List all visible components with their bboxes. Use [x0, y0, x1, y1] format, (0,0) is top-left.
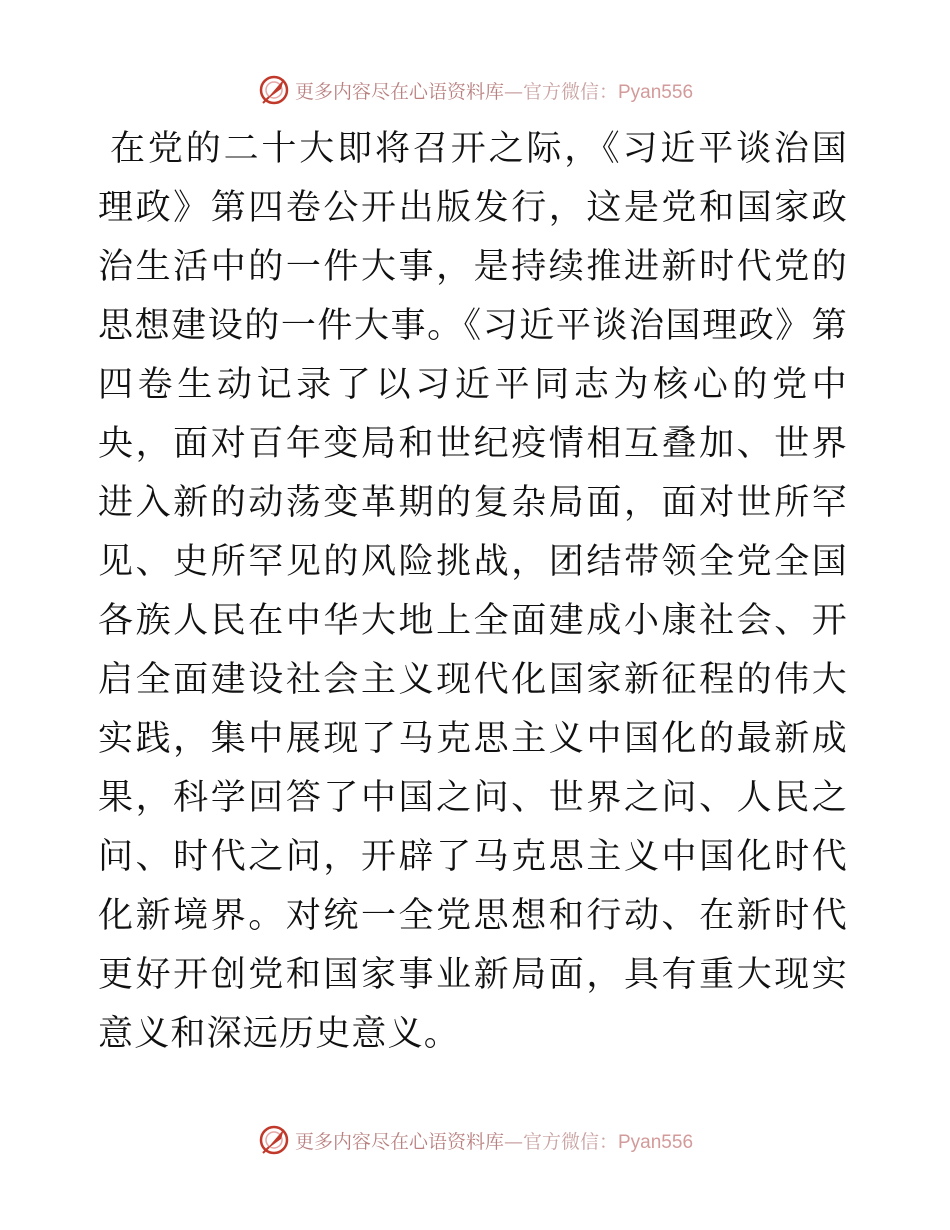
quill-circle-logo-icon: [257, 1123, 291, 1157]
document-body: [98, 120, 848, 1064]
watermark-dash: —: [503, 1130, 523, 1153]
footer-watermark-banner: [0, 1120, 950, 1160]
watermark-text: [295, 1127, 693, 1154]
document-paragraph: 在党的二十大即将召开之际，《习近平谈治国理政》第四卷公开出版发行，这是党和国家政治生活中的一件大事，是持续推进新时代党的思想建设的一件大事。《习近平谈治国理政》第四卷生动记录了以习近平同志为核心的党中央，面对百年变局和世纪疫情相互叠加、世界进入新的动荡变革期的复杂局面，面对世所罕见、史所罕见的风险挑战，团结带领全党全国各族人民在中华大地上全面建成小康社会、开启全面建设社会主义现代化国家新征程的伟大实践，集中展现了马克思主义中国化的最新成果，科学回答了中国之问、世界之问、人民之问、时代之问，开辟了马克思主义中国化时代化新境界。对统一全党思想和行动、在新时代更好开创党和国家事业新局面，具有重大现实意义和深远历史意义。: [98, 129, 848, 1054]
header-watermark: [257, 73, 693, 107]
watermark-brand: 更多内容尽在心语资料库: [294, 1130, 504, 1153]
watermark-text: [295, 77, 693, 104]
watermark-dash: —: [503, 80, 523, 103]
watermark-wechat-id: Pyan556: [618, 1131, 694, 1153]
footer-watermark: [257, 1123, 693, 1157]
quill-circle-logo-icon: [257, 73, 291, 107]
watermark-brand: 更多内容尽在心语资料库: [294, 80, 504, 103]
watermark-wechat-id: Pyan556: [618, 81, 694, 103]
watermark-label: 官方微信：: [522, 80, 618, 103]
header-watermark-banner: [0, 70, 950, 110]
watermark-label: 官方微信：: [522, 1130, 618, 1153]
